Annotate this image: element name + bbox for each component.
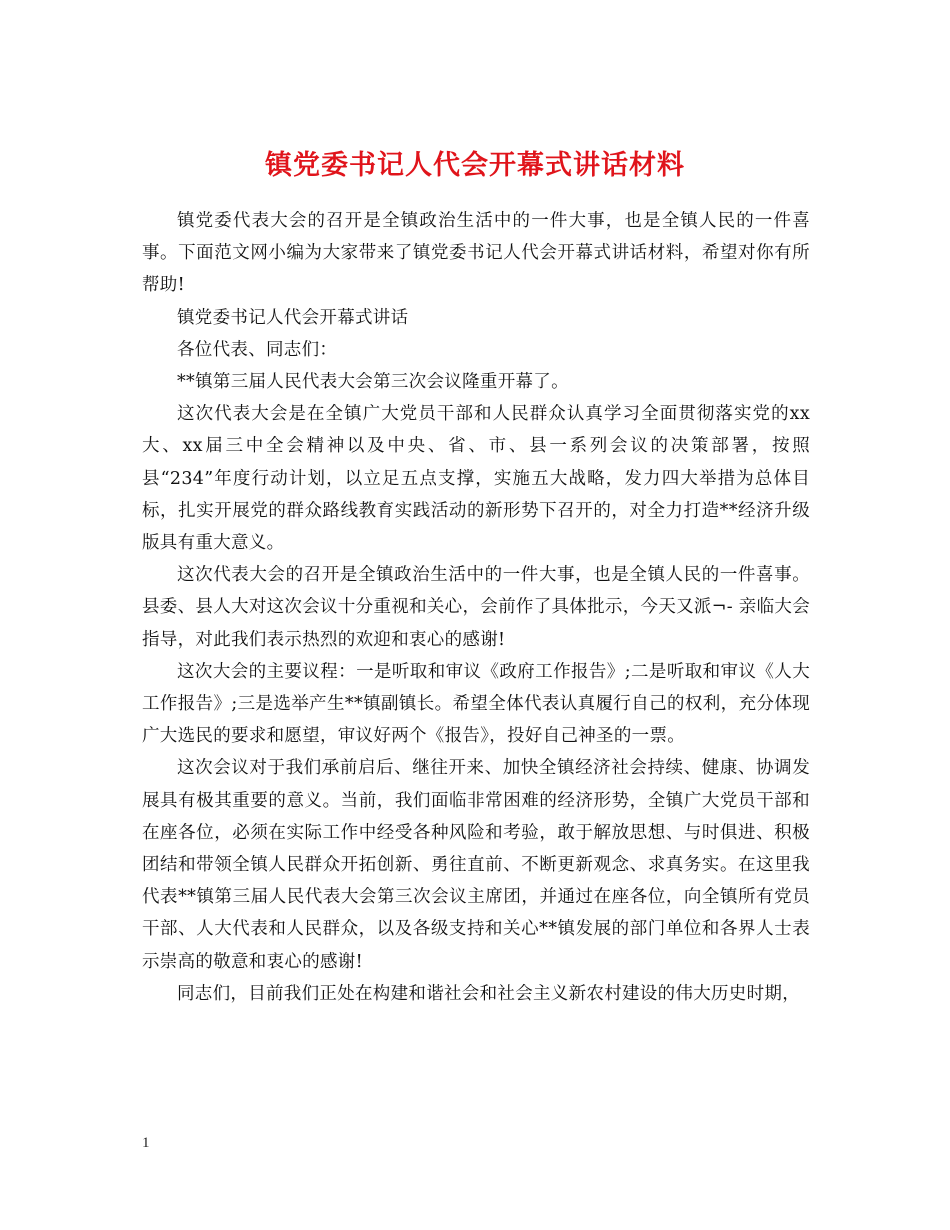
paragraph-opening: **镇第三届人民代表大会第三次会议隆重开幕了。	[177, 372, 569, 393]
paragraph-intro: 镇党委代表大会的召开是全镇政治生活中的一件大事，也是全镇人民的一件喜事。下面范文网小编为大家带来了镇党委书记人代会开幕式讲话材料，希望对你有所帮助!	[142, 211, 810, 296]
paragraph-agenda: 这次大会的主要议程：一是听取和审议《政府工作报告》;二是听取和审议《人大工作报告》;三是选举产生**镇副镇长。希望全体代表认真履行自己的权利，充分体现广大选民的要求和愿望，审议好两个《报告》，投好自己神圣的一票。	[142, 661, 810, 747]
paragraph-comrades: 同志们，目前我们正处在构建和谐社会和社会主义新农村建设的伟大历史时期，	[177, 983, 800, 1004]
document-title: 镇党委书记人代会开幕式讲话材料	[265, 150, 685, 182]
paragraph-meaning: 这次会议对于我们承前启后、继往开来、加快全镇经济社会持续、健康、协调发展具有极其重要的意义。当前，我们面临非常困难的经济形势，全镇广大党员干部和在座各位，必须在实际工作中经受各种风险和考验，敢于解放思想、与时俱进、积极团结和带领全镇人民群众开拓创新、勇往直前、不断更新观念、求真务实。在这里我代表**镇第三届人民代表大会第三次会议主席团，并通过在座各位，向全镇所有党员干部、人大代表和人民群众，以及各级支持和关心**镇发展的部门单位和各界人士表示崇高的敬意和衷心的感谢!	[142, 758, 810, 972]
page-number: 1	[142, 1135, 150, 1151]
paragraph-significance: 这次代表大会的召开是全镇政治生活中的一件大事，也是全镇人民的一件喜事。县委、县人大对这次会议十分重视和关心，会前作了具体批示，今天又派¬- 亲临大会指导，对此我们表示热烈的欢迎和衷心的感谢!	[142, 565, 810, 650]
document-body	[142, 205, 810, 1010]
paragraph-speech-title: 镇党委书记人代会开幕式讲话	[177, 307, 409, 328]
paragraph-salutation: 各位代表、同志们：	[177, 339, 338, 360]
paragraph-context: 这次代表大会是在全镇广大党员干部和人民群众认真学习全面贯彻落实党的xx大、xx届三中全会精神以及中央、省、市、县一系列会议的决策部署，按照县“234”年度行动计划，以立足五点支撑，实施五大战略，发力四大举措为总体目标，扎实开展党的群众路线教育实践活动的新形势下召开的，对全力打造**经济升级版具有重大意义。	[142, 404, 810, 554]
